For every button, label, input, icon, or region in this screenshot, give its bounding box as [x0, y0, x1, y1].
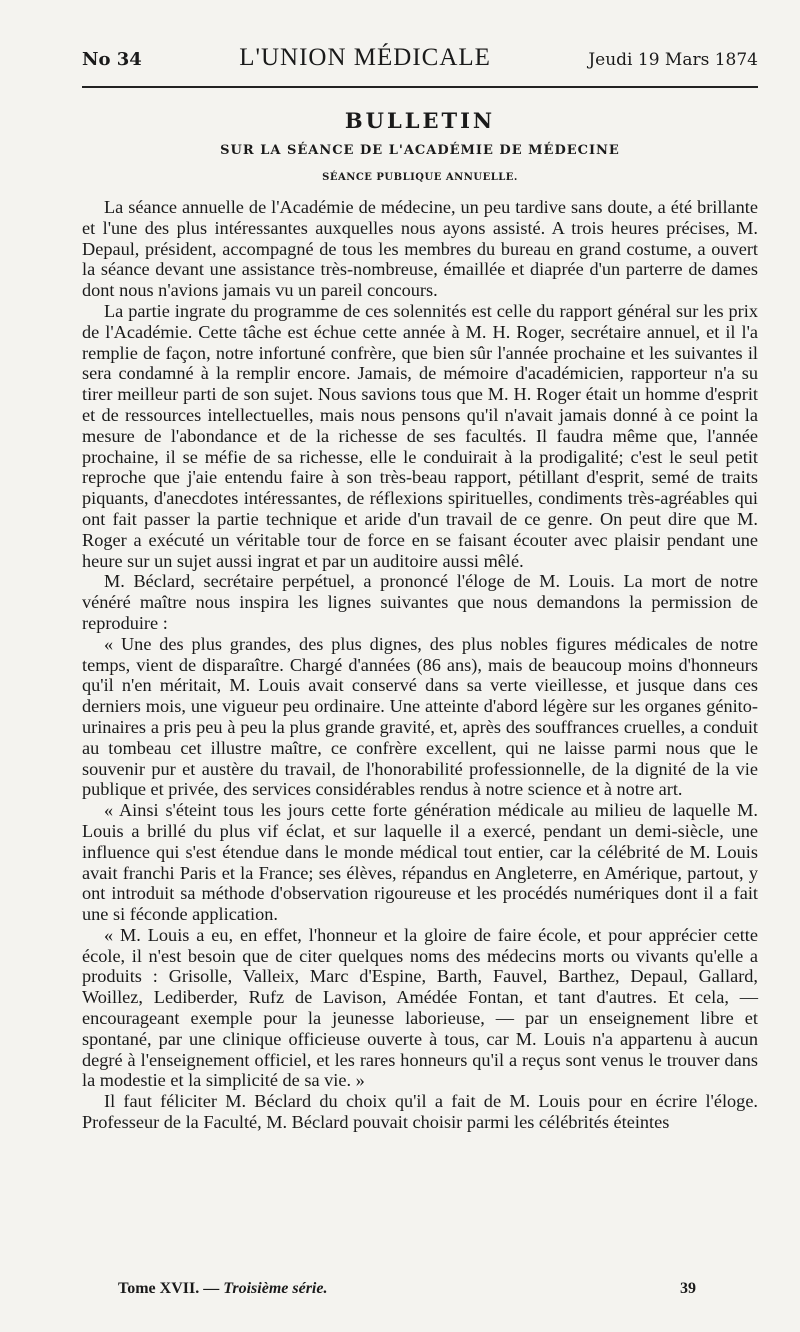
tome-label: Tome XVII. —: [118, 1280, 220, 1297]
page-header: [82, 44, 758, 78]
section-subsubtitle: SÉANCE PUBLIQUE ANNUELLE.: [322, 172, 518, 183]
serie-label: Troisième série.: [223, 1280, 328, 1297]
paragraph: « M. Louis a eu, en effet, l'honneur et la gloire de faire école, et pour apprécier cette école, il n'est besoin que de citer quelques noms des médecins morts ou vivants qu'elle a produits : Grisolle, Valleix, Marc d'Espine, Barth, Fauvel, Barthez, Depaul, Gallard, Woillez, Lediberder, Rufz de Lavison, Amédée Fontan, et tant d'autres. Et cela, — encourageant exemple pour la jeunesse laborieuse, — par un enseignement libre et spontané, par une clinique officieuse ouverte à tous, car M. Louis n'a appartenu à aucun degré à l'enseignement officiel, et les rares honneurs qu'il a reçus sont venus le trouver dans la modestie et la simplicité de sa vie. »: [82, 924, 758, 1091]
paragraph: « Ainsi s'éteint tous les jours cette forte génération médicale au milieu de laquelle M. Louis a brillé du plus vif éclat, et sur laquelle il a exercé, pendant un demi-siècle, une influence qui s'est étendue dans le monde médical tout entier, car la célébrité de M. Louis avait franchi Paris et la France; ses élèves, répandus en Angleterre, en Amérique, partout, y ont introduit sa méthode d'observation rigoureuse et les procédés numériques dont il a fait une si féconde application.: [82, 800, 758, 925]
article-body: [82, 197, 758, 1133]
page-footer: [118, 1280, 696, 1298]
paragraph: La séance annuelle de l'Académie de médecine, un peu tardive sans doute, a été brillante et l'une des plus intéressantes auxquelles nous ayons assisté. A trois heures précises, M. Depaul, président, accompagné de tous les membres du bureau en grand costume, a ouvert la séance devant une assistance très-nombreuse, émaillée et diaprée d'un parterre de dames dont nous n'avions jamais vu un pareil concours.: [82, 197, 758, 301]
section-title: BULLETIN: [344, 108, 496, 133]
paragraph: Il faut féliciter M. Béclard du choix qu'il a fait de M. Louis pour en écrire l'éloge. Professeur de la Faculté, M. Béclard pouvait choisir parmi les célébrités éteintes: [82, 1091, 758, 1133]
volume-info: [118, 1280, 327, 1298]
page-number: 39: [680, 1280, 696, 1297]
paragraph: La partie ingrate du programme de ces solennités est celle du rapport général sur les prix de l'Académie. Cette tâche est échue cette année à M. H. Roger, secrétaire annuel, et il l'a remplie de façon, notre infortuné confrère, que bien sûr l'année prochaine et les suivantes il sera condamné à la remplir encore. Jamais, de mémoire d'académicien, rapporteur n'a su tirer meilleur parti de son sujet. Nous savions tous que M. H. Roger était un homme d'esprit et de ressources intellectuelles, mais nous pensons qu'il n'avait jamais donné à ce point la mesure de l'abondance et de la richesse de ses facultés. Il faudra même que, l'année prochaine, il se méfie de sa richesse, elle le conduirait à la prodigalité; c'est le seul petit reproche que j'aie entendu faire à son très-beau rapport, pétillant d'esprit, semé de traits piquants, d'anecdotes intéressantes, de réflexions spirituelles, condiments très-agréables qui ont fait passer la partie technique et aride d'un travail de ce genre. On peut dire que M. Roger a exécuté un véritable tour de force en se faisant écouter avec plaisir pendant une heure sur un sujet aussi ingrat et par un auditoire aussi mêlé.: [82, 300, 758, 571]
journal-title: L'UNION MÉDICALE: [239, 44, 491, 71]
section-subtitle: SUR LA SÉANCE DE L'ACADÉMIE DE MÉDECINE: [220, 143, 620, 158]
paragraph: « Une des plus grandes, des plus dignes, des plus nobles figures médicales de notre temps, vient de disparaître. Chargé d'années (86 ans), mais de beaucoup moins d'honneurs qu'il n'en méritait, M. Louis avait conservé dans sa verte vieillesse, et jusque dans ces derniers mois, une vigueur peu ordinaire. Une atteinte d'abord légère sur les organes génito-urinaires a pris peu à peu la plus grande gravité, et, après des souffrances cruelles, a conduit au tombeau cet illustre maître, ce confrère excellent, qui ne laisse parmi nous que le souvenir pur et austère du travail, de l'honorabilité professionnelle, de la dignité de la vie publique et privée, des services considérables rendus à notre science et à notre art.: [82, 633, 758, 800]
issue-date: Jeudi 19 Mars 1874: [588, 50, 758, 70]
header-rule: [82, 86, 758, 88]
paragraph: M. Béclard, secrétaire perpétuel, a prononcé l'éloge de M. Louis. La mort de notre vénéré maître nous inspira les lignes suivantes que nous demandons la permission de reproduire :: [82, 571, 758, 633]
issue-number: No 34: [82, 49, 142, 70]
